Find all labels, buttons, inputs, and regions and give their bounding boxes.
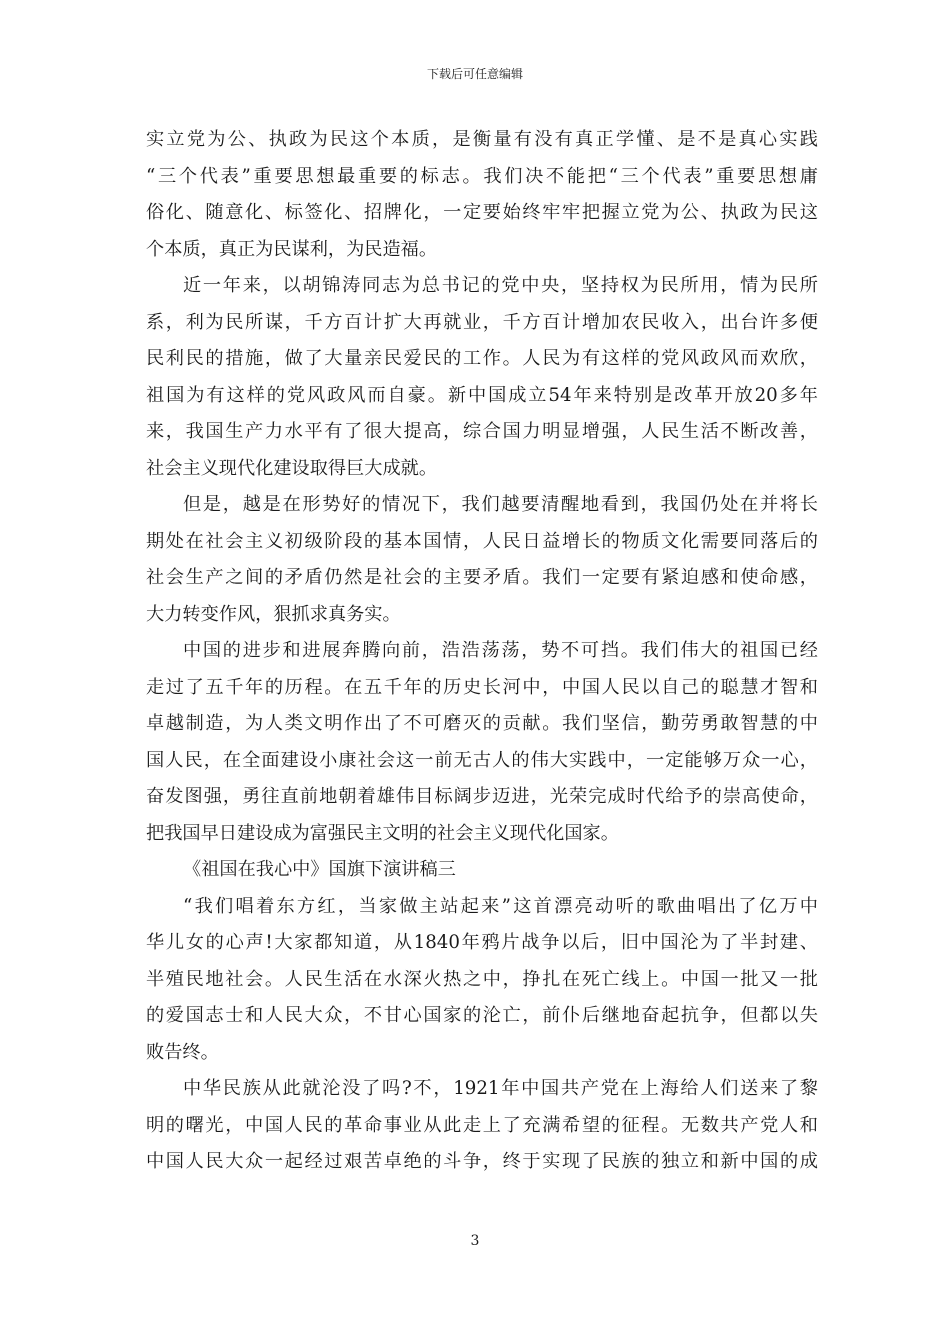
page-number: 3	[470, 1233, 480, 1249]
paragraph-line: “三个代表”重要思想最重要的标志。我们决不能把“三个代表”重要思想庸	[146, 165, 818, 187]
paragraph-line: 把我国早日建设成为富强民主文明的社会主义现代化国家。	[146, 822, 619, 844]
page-header: 下载后可任意编辑	[426, 67, 523, 81]
paragraph-line: 奋发图强，勇往直前地朝着雄伟目标阔步迈进，光荣完成时代给予的崇高使命，	[146, 786, 818, 807]
paragraph-line: 中华民族从此就沦没了吗?不，1921年中国共产党在上海给人们送来了黎	[183, 1078, 818, 1099]
paragraph-line: 祖国为有这样的党风政风而自豪。新中国成立54年来特别是改革开放20多年	[146, 384, 818, 406]
paragraph-line: 大力转变作风，狠抓求真务实。	[146, 603, 401, 625]
paragraph-line: 明的曙光，中国人民的革命事业从此走上了充满希望的征程。无数共产党人和	[146, 1114, 818, 1136]
paragraph-line: 近一年来，以胡锦涛同志为总书记的党中央，坚持权为民所用，情为民所	[183, 275, 818, 296]
paragraph-line: 俗化、随意化、标签化、招牌化，一定要始终牢牢把握立党为公、执政为民这	[146, 202, 818, 223]
paragraph-line: 社会主义现代化建设取得巨大成就。	[146, 457, 438, 479]
paragraph-line: 华儿女的心声!大家都知道，从1840年鸦片战争以后，旧中国沦为了半封建、	[146, 932, 818, 953]
paragraph-line: 社会生产之间的矛盾仍然是社会的主要矛盾。我们一定要有紧迫感和使命感，	[146, 567, 818, 588]
paragraph-line: 中国的进步和进展奔腾向前，浩浩荡荡，势不可挡。我们伟大的祖国已经	[183, 640, 818, 661]
paragraph-line: 民利民的措施，做了大量亲民爱民的工作。人民为有这样的党风政风而欢欣，	[146, 348, 818, 369]
document-body	[146, 122, 818, 1181]
paragraph-line: 败告终。	[146, 1041, 219, 1063]
paragraph-line: 半殖民地社会。人民生活在水深火热之中，挣扎在死亡线上。中国一批又一批	[146, 968, 818, 990]
paragraph-line: 期处在社会主义初级阶段的基本国情，人民日益增长的物质文化需要同落后的	[146, 530, 818, 552]
paragraph-line: 来，我国生产力水平有了很大提高，综合国力明显增强，人民生活不断改善，	[146, 421, 818, 442]
paragraph-line: 个本质，真正为民谋利，为民造福。	[146, 238, 438, 260]
paragraph-line: 《祖国在我心中》国旗下演讲稿三	[183, 859, 456, 880]
paragraph-line: 实立党为公、执政为民这个本质，是衡量有没有真正学懂、是不是真心实践	[146, 129, 818, 150]
paragraph-line: 走过了五千年的历程。在五千年的历史长河中，中国人民以自己的聪慧才智和	[146, 676, 818, 698]
paragraph-line: 但是，越是在形势好的情况下，我们越要清醒地看到，我国仍处在并将长	[183, 494, 818, 515]
paragraph-line: 国人民，在全面建设小康社会这一前无古人的伟大实践中，一定能够万众一心，	[146, 749, 818, 771]
paragraph-line: 中国人民大众一起经过艰苦卓绝的斗争，终于实现了民族的独立和新中国的成	[146, 1151, 818, 1172]
paragraph-line: “我们唱着东方红，当家做主站起来”这首漂亮动听的歌曲唱出了亿万中	[183, 895, 818, 917]
paragraph-line: 系，利为民所谋，千方百计扩大再就业，千方百计增加农民收入，出台许多便	[146, 311, 818, 333]
paragraph-line: 的爱国志士和人民大众，不甘心国家的沦亡，前仆后继地奋起抗争，但都以失	[146, 1005, 818, 1026]
paragraph-line: 卓越制造，为人类文明作出了不可磨灭的贡献。我们坚信，勤劳勇敢智慧的中	[146, 713, 818, 734]
